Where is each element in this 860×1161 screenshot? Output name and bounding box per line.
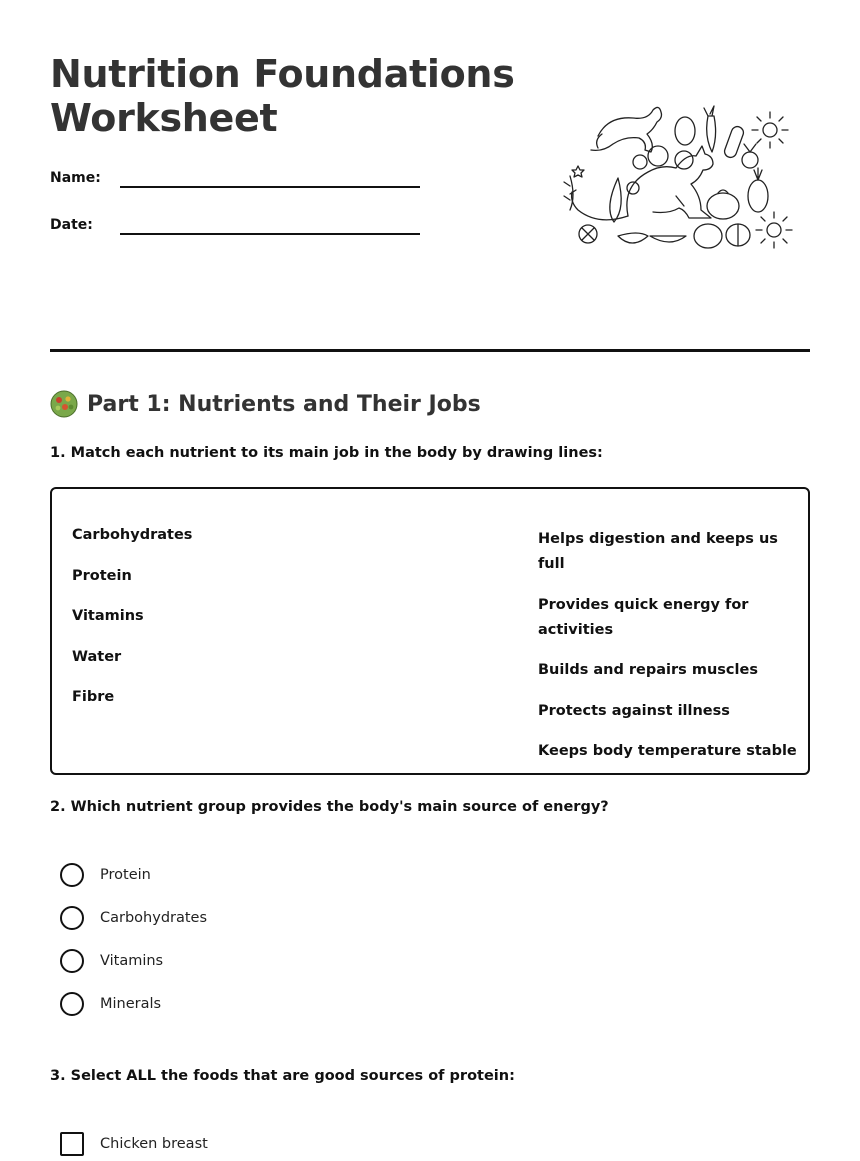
name-label: Name: (50, 170, 101, 186)
page-title: Nutrition Foundations Worksheet (50, 52, 515, 140)
nutrient-item[interactable]: Protein (72, 567, 132, 584)
checkbox[interactable] (60, 1132, 84, 1156)
matching-box (50, 487, 810, 775)
job-list (538, 527, 798, 780)
option-label: Minerals (100, 996, 162, 1012)
part1-heading (50, 388, 481, 420)
q2-option-vitamins[interactable] (60, 948, 163, 974)
option-label: Vitamins (100, 953, 164, 969)
name-line[interactable] (120, 186, 420, 188)
radio-button[interactable] (60, 863, 84, 887)
question-1: 1. Match each nutrient to its main job in the body by drawing lines: (50, 445, 603, 461)
nutrient-item[interactable]: Water (72, 648, 122, 665)
section-divider (50, 349, 810, 352)
job-item[interactable]: Protects against illness (538, 702, 730, 719)
name-field[interactable] (50, 166, 430, 190)
job-item[interactable]: Provides quick energy for activities (538, 596, 749, 638)
date-label: Date: (50, 217, 93, 233)
part1-title: Part 1: Nutrients and Their Jobs (87, 391, 481, 417)
salad-bowl-icon (50, 390, 78, 418)
q2-option-protein[interactable] (60, 862, 151, 888)
nutrient-item[interactable]: Fibre (72, 689, 115, 705)
job-item[interactable]: Helps digestion and keeps us full (538, 531, 778, 572)
option-label: Chicken breast (100, 1136, 208, 1152)
date-field[interactable] (50, 213, 430, 237)
radio-button[interactable] (60, 949, 84, 973)
question-2: 2. Which nutrient group provides the body's main source of energy? (50, 799, 609, 815)
q3-option-chicken-breast[interactable] (60, 1131, 208, 1157)
question-3: 3. Select ALL the foods that are good sources of protein: (50, 1068, 515, 1084)
radio-button[interactable] (60, 992, 84, 1016)
radio-button[interactable] (60, 906, 84, 930)
nutrient-item[interactable]: Carbohydrates (72, 527, 193, 543)
nutrient-list (72, 527, 192, 730)
option-label: Protein (100, 867, 151, 883)
job-item[interactable]: Keeps body temperature stable (538, 743, 797, 759)
q2-option-minerals[interactable] (60, 991, 161, 1017)
q2-option-carbohydrates[interactable] (60, 905, 207, 931)
job-item[interactable]: Builds and repairs muscles (538, 662, 758, 678)
option-label: Carbohydrates (100, 910, 208, 926)
date-line[interactable] (120, 233, 420, 235)
kangaroo-vegetables-illustration-icon (558, 96, 798, 260)
nutrient-item[interactable]: Vitamins (72, 608, 144, 624)
